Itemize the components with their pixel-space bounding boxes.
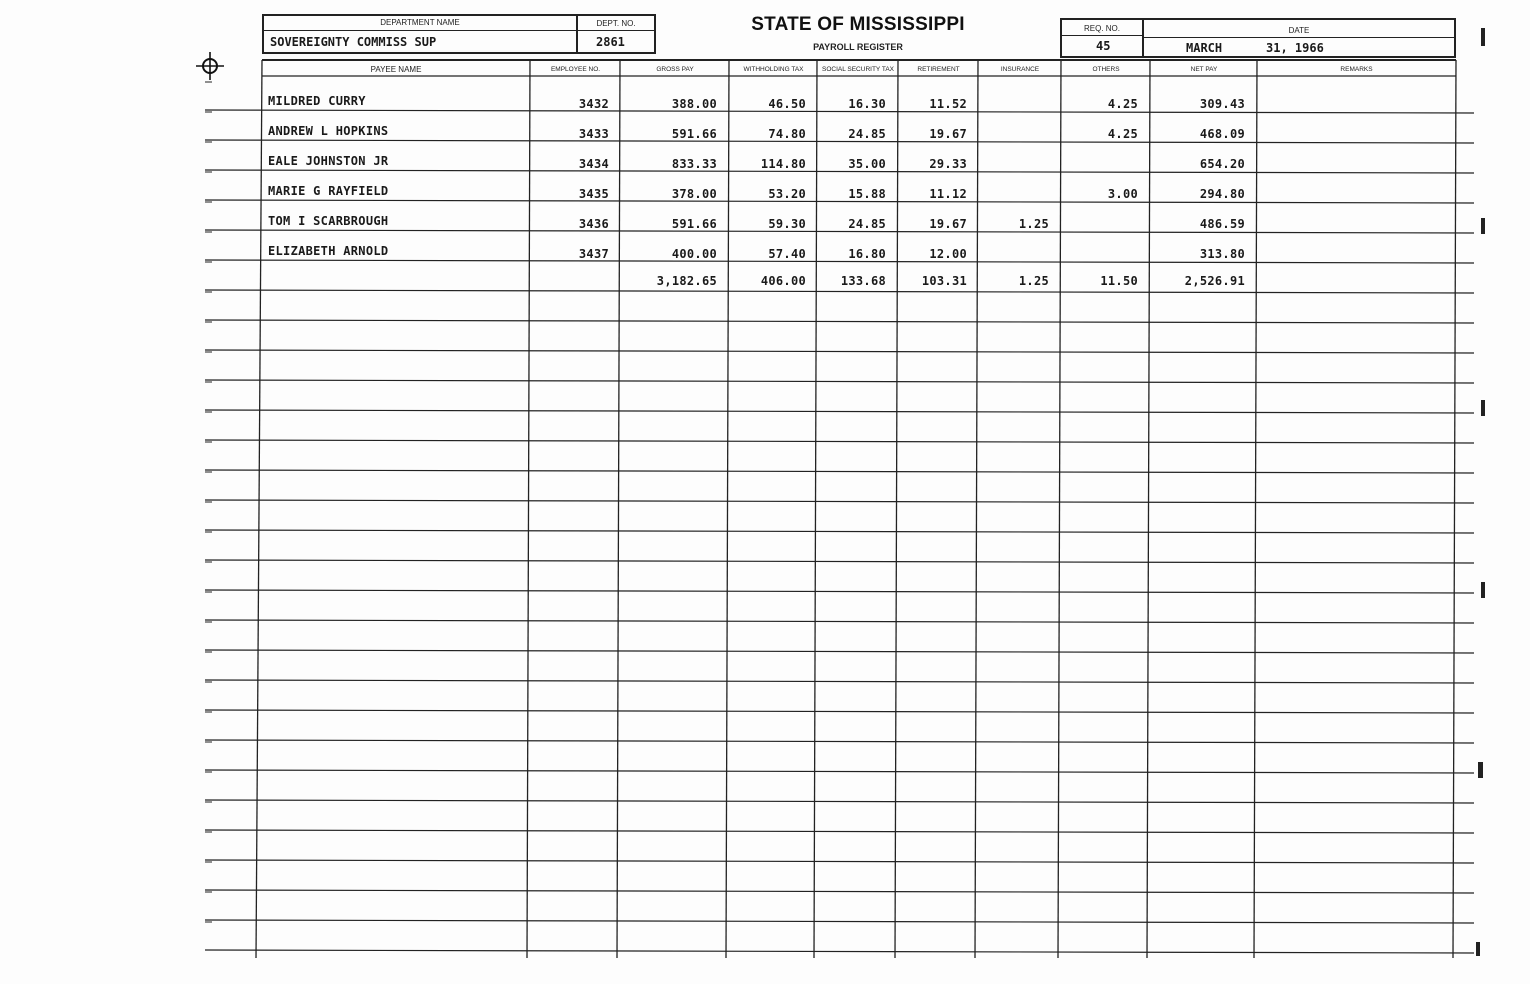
col-header-withholding-tax: WITHHOLDING TAX [743,66,804,73]
row-rule [205,710,1474,713]
payee-name-cell: ELIZABETH ARNOLD [268,244,389,258]
punch-mark [1481,218,1485,234]
net-pay-cell: 486.59 [1199,217,1245,231]
col-header-retirement: RETIREMENT [917,66,960,73]
row-rule [205,530,1474,533]
col-header-social-security-tax: SOCIAL SECURITY TAX [821,66,894,73]
retirement-cell: 12.00 [929,247,967,261]
col-header-net-pay: NET PAY [1190,66,1218,73]
req-no-value: 45 [1096,39,1111,53]
column-divider [1147,60,1150,958]
column-divider [814,60,817,958]
employee-no-cell: 3432 [578,97,609,111]
row-rule [205,440,1474,443]
withholding-tax-cell: 53.20 [768,187,806,201]
withholding-tax-cell: 46.50 [768,97,806,111]
col-header-employee-no: EMPLOYEE NO. [550,66,601,73]
withholding-tax-cell: 57.40 [768,247,806,261]
payee-name-cell: MILDRED CURRY [268,94,366,108]
column-divider [726,60,729,958]
net-pay-cell: 313.80 [1199,247,1245,261]
row-rule [205,290,1474,293]
employee-no-cell: 3436 [578,217,609,231]
retirement-cell: 11.52 [929,97,967,111]
retirement-cell: 19.67 [929,127,967,141]
total-insurance: 1.25 [1018,274,1049,288]
social-security-tax-cell: 16.30 [848,97,886,111]
social-security-tax-cell: 24.85 [848,217,886,231]
row-rule [205,830,1474,833]
net-pay-cell: 309.43 [1199,97,1245,111]
column-divider [1058,60,1061,958]
column-divider [895,60,898,958]
total-net: 2,526.91 [1184,274,1245,288]
social-security-tax-cell: 16.80 [848,247,886,261]
payee-name-cell: TOM I SCARBROUGH [268,214,389,228]
punch-mark [1481,582,1485,598]
date-label: DATE [1288,26,1310,35]
row-rule [205,650,1474,653]
row-rule [205,410,1474,413]
row-rule [205,590,1474,593]
gross-pay-cell: 591.66 [671,127,717,141]
row-rule [205,920,1474,923]
gross-pay-cell: 833.33 [671,157,717,171]
department-name-label: DEPARTMENT NAME [380,18,460,27]
others-cell: 4.25 [1107,97,1138,111]
withholding-tax-cell: 59.30 [768,217,806,231]
row-rule [205,800,1474,803]
row-rule [205,500,1474,503]
gross-pay-cell: 400.00 [671,247,717,261]
gross-pay-cell: 388.00 [671,97,717,111]
row-rule [205,350,1474,353]
social-security-tax-cell: 24.85 [848,127,886,141]
punch-mark [1481,28,1485,46]
total-retirement: 103.31 [921,274,967,288]
col-header-insurance: INSURANCE [1000,66,1040,73]
row-rule [205,680,1474,683]
employee-no-cell: 3434 [578,157,609,171]
gross-pay-cell: 591.66 [671,217,717,231]
column-divider [256,60,262,958]
employee-no-cell: 3433 [578,127,609,141]
row-rule [205,770,1474,773]
column-divider [1453,60,1456,958]
net-pay-cell: 468.09 [1199,127,1245,141]
date-month: MARCH [1186,41,1223,55]
col-header-others: OTHERS [1092,66,1120,73]
retirement-cell: 19.67 [929,217,967,231]
col-header-remarks: REMARKS [1340,66,1373,73]
column-divider [617,60,620,958]
net-pay-cell: 294.80 [1199,187,1245,201]
row-rule [205,320,1474,323]
payee-name-cell: ANDREW L HOPKINS [268,124,389,138]
req-no-label: REQ. NO. [1083,24,1120,33]
payee-name-cell: EALE JOHNSTON JR [268,154,389,168]
row-rule [205,560,1474,563]
punch-mark [1478,762,1483,778]
page-subtitle: PAYROLL REGISTER [813,42,903,52]
department-name-value: SOVEREIGNTY COMMISS SUP [270,35,437,49]
row-rule [205,860,1474,863]
gross-pay-cell: 378.00 [671,187,717,201]
column-divider [1254,60,1257,958]
social-security-tax-cell: 15.88 [848,187,886,201]
total-others: 11.50 [1100,274,1138,288]
row-rule [205,380,1474,383]
withholding-tax-cell: 74.80 [768,127,806,141]
employee-no-cell: 3435 [578,187,609,201]
withholding-tax-cell: 114.80 [760,157,806,171]
row-rule [205,890,1474,893]
punch-mark [1476,942,1480,956]
col-header-gross-pay: GROSS PAY [656,66,694,73]
total-social-security: 133.68 [840,274,886,288]
punch-mark [1481,400,1485,416]
others-cell: 4.25 [1107,127,1138,141]
payee-name-cell: MARIE G RAYFIELD [268,184,389,198]
social-security-tax-cell: 35.00 [848,157,886,171]
employee-no-cell: 3437 [578,247,609,261]
retirement-cell: 11.12 [929,187,967,201]
dept-no-label: DEPT. NO. [596,19,636,28]
total-withholding: 406.00 [760,274,806,288]
row-rule [205,620,1474,623]
net-pay-cell: 654.20 [1199,157,1245,171]
total-gross: 3,182.65 [656,274,717,288]
others-cell: 3.00 [1107,187,1138,201]
column-divider [975,60,978,958]
row-rule [205,470,1474,473]
row-rule [205,950,1474,953]
col-header-payee-name: PAYEE NAME [370,65,422,74]
dept-no-value: 2861 [596,35,625,49]
date-day-year: 31, 1966 [1266,41,1324,55]
page-title: STATE OF MISSISSIPPI [751,14,965,35]
insurance-cell: 1.25 [1018,217,1049,231]
row-rule [205,740,1474,743]
retirement-cell: 29.33 [929,157,967,171]
